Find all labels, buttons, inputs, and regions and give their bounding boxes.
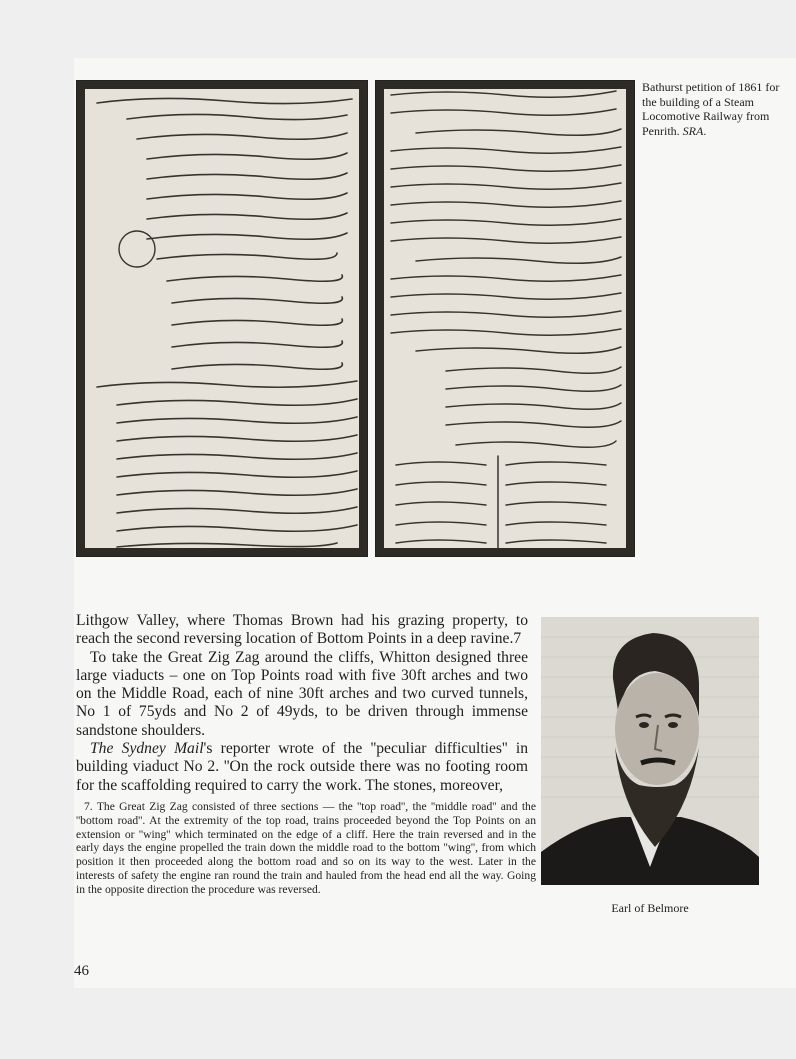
paragraph-2: To take the Great Zig Zag around the cliffs, Whitton designed three large viaducts – one on Top Points road with five 30ft arches and two on the Middle Road, each of nine 30ft arches and two curved tunnels, No 1 of 75yds and No 2 of 49yds, to be driven through immense sandstone shoulders. xyxy=(76,648,528,739)
portrait-caption: Earl of Belmore xyxy=(611,901,689,915)
paragraph-1: Lithgow Valley, where Thomas Brown had his grazing property, to reach the second reversing location of Bottom Points in a deep ravine.7 xyxy=(76,612,528,648)
petition-caption: Bathurst petition of 1861 for the building of a Steam Locomotive Railway from Penrith. SRA. xyxy=(642,80,780,138)
handwriting-left xyxy=(77,81,367,556)
main-body-text xyxy=(76,612,528,795)
petition-image-right xyxy=(375,80,635,557)
petition-image-left xyxy=(76,80,368,557)
portrait-image xyxy=(541,617,759,885)
paragraph-3 xyxy=(76,740,528,795)
page-number: 46 xyxy=(74,963,89,979)
publication-title: The Sydney Mail xyxy=(90,740,204,758)
paragraph-3-text: 's reporter wrote of the ''peculiar difficulties'' in building viaduct No 2. ''On the rock outside there was no footing room for the scaffolding required to carry the work. The stones, moreover, xyxy=(76,740,528,794)
footnote-7: 7. The Great Zig Zag consisted of three sections — the ''top road'', the ''middle road'' and the ''bottom road''. At the extremity of the top road, trains proceeded beyond the Top Points on an extension or ''wing'' which terminated on the edge of a cliff. Here the train reversed and in the early days the engine propelled the train down the middle road to the bottom ''wing'', from which position it then proceeded along the bottom road and so on its way to the west. Later in the interests of safety the engine ran round the train and hauled from the head end all the way. Going in the opposite direction the procedure was reversed. xyxy=(76,800,536,896)
petition-caption-credit: SRA xyxy=(682,123,704,138)
handwriting-right xyxy=(376,81,634,556)
portrait-engraving xyxy=(541,617,759,885)
petition-caption-text: Bathurst petition of 1861 for the building of a Steam Locomotive Railway from Penrith. xyxy=(642,80,780,138)
